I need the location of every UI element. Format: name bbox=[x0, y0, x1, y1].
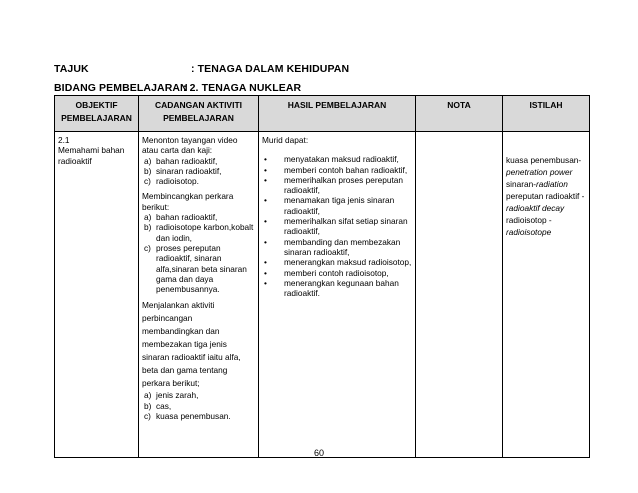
istilah-cell bbox=[503, 132, 590, 458]
objektif-text: Memahami bahan radioaktif bbox=[58, 145, 125, 166]
aktiviti-p1: Menonton tayangan video atau carta dan kaji: bbox=[142, 135, 238, 156]
list-item: b) radioisotope karbon,kobalt dan iodin, bbox=[144, 222, 254, 243]
list-item: a) bahan radioaktif, bbox=[144, 155, 218, 166]
bullet-icon: • bbox=[264, 154, 267, 165]
list-item: c) proses pereputan radioaktif, sinaran alfa,sinaran beta sinaran gama dan daya penembusannya. bbox=[144, 242, 247, 295]
list-item: • menerangkan maksud radioisotop, bbox=[264, 257, 412, 268]
table-header-row bbox=[55, 96, 590, 132]
aktiviti-p1-list bbox=[142, 156, 255, 187]
tajuk-label: TAJUK bbox=[54, 63, 89, 75]
bidang-label: BIDANG PEMBELAJARAN bbox=[54, 82, 188, 94]
bidang-value: : 2. TENAGA NUKLEAR bbox=[183, 82, 302, 94]
list-item: • menerangkan kegunaan bahan radioaktif. bbox=[264, 277, 399, 299]
col-hasil-header: HASIL PEMBELAJARAN bbox=[259, 96, 416, 132]
bullet-icon: • bbox=[264, 267, 267, 278]
bullet-icon: • bbox=[264, 216, 267, 227]
bullet-icon: • bbox=[264, 277, 267, 288]
istilah-term: radioisotop - bbox=[506, 215, 552, 225]
bullet-icon: • bbox=[264, 195, 267, 206]
hasil-list bbox=[262, 154, 412, 298]
bullet-icon: • bbox=[264, 174, 267, 185]
list-item: a) jenis zarah, bbox=[144, 390, 199, 401]
aktiviti-p3-list bbox=[142, 390, 255, 421]
hasil-cell bbox=[259, 132, 416, 458]
istilah-term: kuasa penembusan- bbox=[506, 155, 582, 165]
bullet-icon: • bbox=[264, 164, 267, 175]
list-item: c) kuasa penembusan. bbox=[144, 411, 231, 422]
col-aktiviti-header: CADANGAN AKTIVITI PEMBELAJARAN bbox=[139, 96, 259, 132]
list-item: b) cas, bbox=[144, 400, 172, 411]
hasil-intro: Murid dapat: bbox=[262, 135, 309, 145]
list-item: • membanding dan membezakan sinaran radioaktif, bbox=[264, 236, 401, 257]
aktiviti-p2: Membincangkan perkara berikut: bbox=[142, 191, 234, 212]
istilah-translation: penetration power bbox=[506, 167, 573, 177]
list-item: c) radioisotop. bbox=[144, 176, 199, 187]
aktiviti-p2-list bbox=[142, 212, 255, 294]
bullet-icon: • bbox=[264, 257, 267, 268]
istilah-translation: radioisotope bbox=[506, 227, 552, 237]
list-item: • memberi contoh radioisotop, bbox=[264, 267, 389, 278]
aktiviti-p3: Menjalankan aktiviti perbincangan membandingkan dan membezakan tiga jenis sinaran radioaktif iaitu alfa, beta dan gama tentang perkara berikut; bbox=[142, 300, 241, 389]
col-objektif-header: OBJEKTIF PEMBELAJARAN bbox=[55, 96, 139, 132]
page-number: 60 bbox=[313, 448, 324, 458]
aktiviti-cell bbox=[139, 132, 259, 458]
list-item: • memerihalkan proses pereputan radioaktif, bbox=[264, 174, 403, 196]
list-item: • menamakan tiga jenis sinaran radioaktif, bbox=[264, 195, 395, 216]
istilah-term: sinaran- bbox=[506, 179, 536, 189]
table-row bbox=[55, 132, 590, 458]
nota-cell bbox=[416, 132, 503, 458]
curriculum-table bbox=[54, 95, 590, 458]
list-item: • memerihalkan sifat setiap sinaran radioaktif, bbox=[264, 216, 408, 237]
istilah-translation: radioaktif decay bbox=[506, 203, 565, 213]
list-item: a) bahan radioaktif, bbox=[144, 212, 218, 223]
istilah-term: pereputan radioaktif - bbox=[506, 191, 585, 201]
objektif-number: 2.1 bbox=[58, 135, 70, 145]
col-istilah-header: ISTILAH bbox=[503, 96, 590, 132]
bullet-icon: • bbox=[264, 236, 267, 247]
objektif-cell bbox=[55, 132, 139, 458]
list-item: b) sinaran radioaktif, bbox=[144, 165, 222, 176]
list-item: • memberi contoh bahan radioaktif, bbox=[264, 164, 408, 175]
tajuk-value: : TENAGA DALAM KEHIDUPAN bbox=[191, 63, 350, 75]
list-item: • menyatakan maksud radioaktif, bbox=[264, 154, 399, 165]
istilah-translation: radiation bbox=[535, 179, 568, 189]
col-nota-header: NOTA bbox=[416, 96, 503, 132]
